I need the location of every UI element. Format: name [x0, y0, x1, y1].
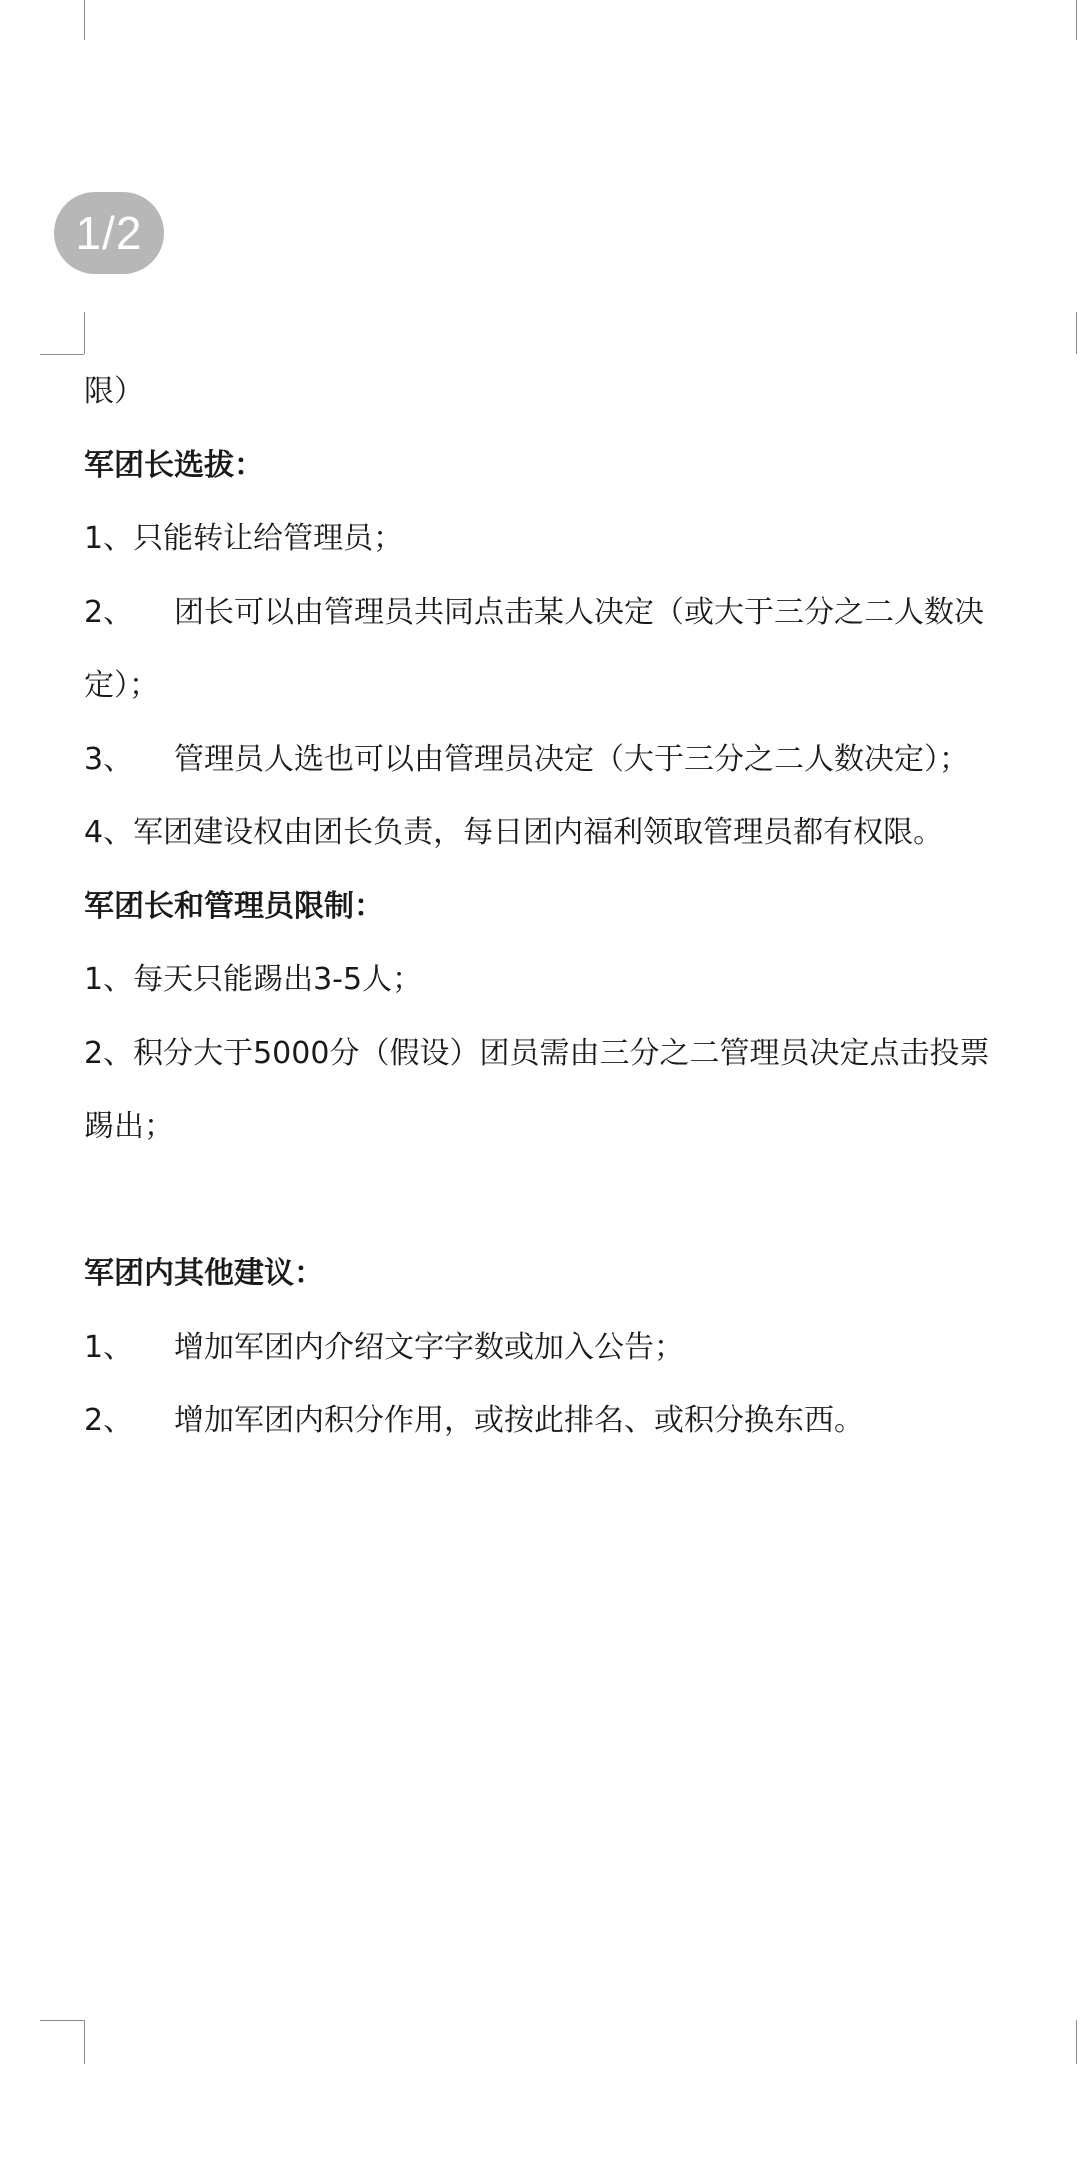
list-item — [84, 1017, 1052, 1091]
list-item-text: 增加军团内介绍文字字数或加入公告； — [174, 1329, 684, 1365]
crop-mark — [40, 354, 84, 355]
list-item-text: 只能转让给管理员； — [133, 521, 404, 556]
list-item — [84, 796, 1052, 870]
list-item-number: 1、 — [84, 521, 134, 556]
paragraph-line: 限） — [84, 374, 144, 409]
paragraph-line: 踢出； — [84, 1109, 174, 1144]
list-item — [84, 502, 1052, 576]
list-item-text: 每天只能踢出3-5人； — [133, 962, 423, 997]
list-item-text: 积分大于5000分（假设）团员需由三分之二管理员决定点击投票 — [133, 1035, 990, 1071]
crop-mark — [84, 312, 85, 354]
list-item-text: 增加军团内积分作用，或按此排名、或积分换东西。 — [174, 1403, 864, 1438]
list-item-number: 4、 — [84, 815, 134, 850]
list-item — [84, 1384, 1052, 1458]
list-item-text: 军团建设权由团长负责，每日团内福利领取管理员都有权限。 — [133, 815, 944, 850]
list-item — [84, 723, 1052, 797]
section-heading: 军团长和管理员限制： — [84, 888, 384, 924]
list-item — [84, 576, 1052, 650]
crop-mark — [1076, 2020, 1077, 2064]
paragraph-line: 定）； — [84, 668, 159, 703]
list-item-number: 2、 — [84, 594, 134, 630]
list-item — [84, 1311, 1052, 1385]
crop-mark — [84, 2020, 85, 2064]
document-page-content — [84, 355, 1052, 1458]
crop-mark — [1076, 0, 1077, 40]
page-indicator: 1/2 — [54, 192, 164, 274]
section-heading: 军团内其他建议： — [84, 1256, 324, 1291]
list-item-number: 2、 — [84, 1035, 134, 1071]
crop-mark — [1076, 312, 1077, 354]
blank-line — [84, 1164, 1052, 1238]
list-item-number: 3、 — [84, 741, 134, 777]
list-item-number: 1、 — [84, 1329, 134, 1365]
list-item-number: 1、 — [84, 962, 134, 997]
list-item-number: 2、 — [84, 1403, 134, 1438]
crop-mark — [84, 0, 85, 40]
list-item-text: 管理员人选也可以由管理员决定（大于三分之二人数决定）； — [174, 741, 969, 777]
list-item-text: 团长可以由管理员共同点击某人决定（或大于三分之二人数决 — [174, 594, 984, 630]
section-heading: 军团长选拔： — [84, 447, 264, 483]
list-item — [84, 943, 1052, 1017]
crop-mark — [40, 2020, 84, 2021]
